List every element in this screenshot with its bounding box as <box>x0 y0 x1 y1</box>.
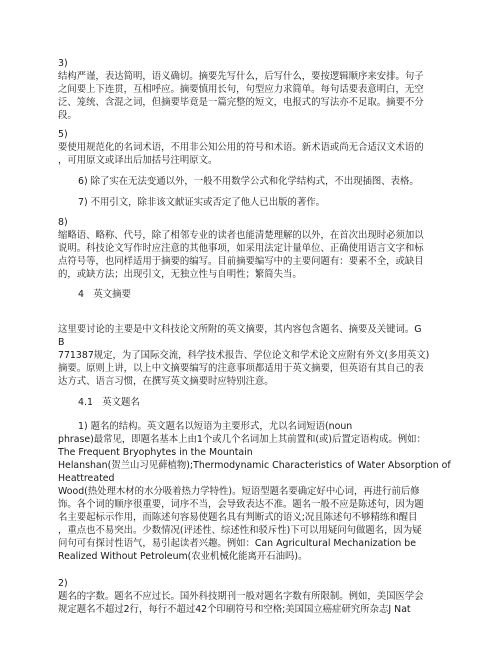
list-marker-3: 3) <box>58 58 68 69</box>
list-marker-5: 5) <box>58 129 68 140</box>
text-line: ，重点也不易突出。少数情况(评述性、综述性和驳斥性)下可以用疑问句做题名，因为疑 <box>58 525 422 536</box>
text-line: 结构严谨，表达简明，语义确切。摘要先写什么，后写什么，要按逻辑顺序来安排。句子 <box>58 71 424 82</box>
text-line: Helanshan(贺兰山习见藓植物);Thermodynamic Characteristics of Water Absorption of <box>58 460 451 471</box>
text-line: Realized Without Petroleum(农业机械化能离开石油吗)。 <box>58 551 308 562</box>
text-line: 达方式、语言习惯，在撰写英文摘要时应特别注意。 <box>58 376 274 387</box>
text-line: 之间要上下连贯，互相呼应。摘要慎用长句，句型应力求简单。每句话要表意明白，无空 <box>58 84 424 95</box>
text-line: 的，或缺方法；出现引文，无独立性与自明性；繁简失当。 <box>58 269 302 280</box>
text-line: 说明。科技论文写作时应注意的其他事项，如采用法定计量单位、正确使用语言文字和标 <box>58 243 424 254</box>
list-marker-2: 2) <box>58 578 68 589</box>
text-line: 名主要起标示作用，而陈述句容易使题名具有判断式的语义;况且陈述句不够精练和醒目 <box>58 512 418 523</box>
subsection-heading: 4.1 英文题名 <box>78 397 140 408</box>
text-line: 题名的字数。题名不应过长。国外科技期刊一般对题名字数有所限制。例如，美国医学会 <box>58 591 424 602</box>
text-line: 泛、笼统、含混之词，但摘要毕竟是一篇完整的短文，电报式的写法亦不足取。摘要不分 <box>58 97 424 108</box>
list-item-7: 7) 不用引文，除非该文献证实或否定了他人已出版的著作。 <box>78 197 325 208</box>
text-line: Heattreated <box>58 473 115 484</box>
text-line: 这里要讨论的主要是中文科技论文所附的英文摘要，其内容包含题名、摘要及关键词。G <box>58 324 422 335</box>
section-heading: 4 英文摘要 <box>78 289 131 300</box>
list-marker-8: 8) <box>58 217 68 228</box>
text-line: 规定题名不超过2行，每行不超过42个印刷符号和空格;美国国立癌症研究所杂志J Nat <box>58 604 411 615</box>
text-line: 缩略语、略称、代号，除了相邻专业的读者也能清楚理解的以外，在首次出现时必须加以 <box>58 230 424 241</box>
text-line: B <box>58 337 65 348</box>
list-item-6: 6) 除了实在无法变通以外，一般不用数学公式和化学结构式，不出现插图、表格。 <box>78 176 419 187</box>
text-line: The Frequent Bryophytes in the Mountain <box>58 447 253 458</box>
text-line: 问句可有探讨性语气，易引起读者兴趣。例如：Can Agricultural Mechanization be <box>58 538 416 549</box>
text-line: 要使用规范化的名词术语，不用非公知公用的符号和术语。新术语或尚无合适汉文术语的 <box>58 142 424 153</box>
text-line: 摘要。原则上讲，以上中文摘要编写的注意事项都适用于英文摘要，但英语有其自己的表 <box>58 363 424 374</box>
text-line: Wood(热处理木材的水分吸着热力学特性)。短语型题名要确定好中心词，再进行前后修 <box>58 486 420 497</box>
text-line: 饰。各个词的顺序很重要，词序不当，会导致表达不准。题名一般不应是陈述句，因为题 <box>58 499 424 510</box>
text-line: ，可用原文或译出后加括号注明原文。 <box>58 155 218 166</box>
text-line: 771387规定，为了国际交流，科学技术报告、学位论文和学术论文应附有外文(多用英文) <box>58 350 430 361</box>
text-line: 点符号等，也同样适用于摘要的编写。目前摘要编写中的主要问题有：要素不全，或缺目 <box>58 256 424 267</box>
text-line: 1) 题名的结构。英文题名以短语为主要形式，尤以名词短语(noun <box>78 421 353 432</box>
text-line: 段。 <box>58 110 77 121</box>
text-line: phrase)最常见，即题名基本上由1个或几个名词加上其前置和(或)后置定语构成。例如： <box>58 434 426 445</box>
